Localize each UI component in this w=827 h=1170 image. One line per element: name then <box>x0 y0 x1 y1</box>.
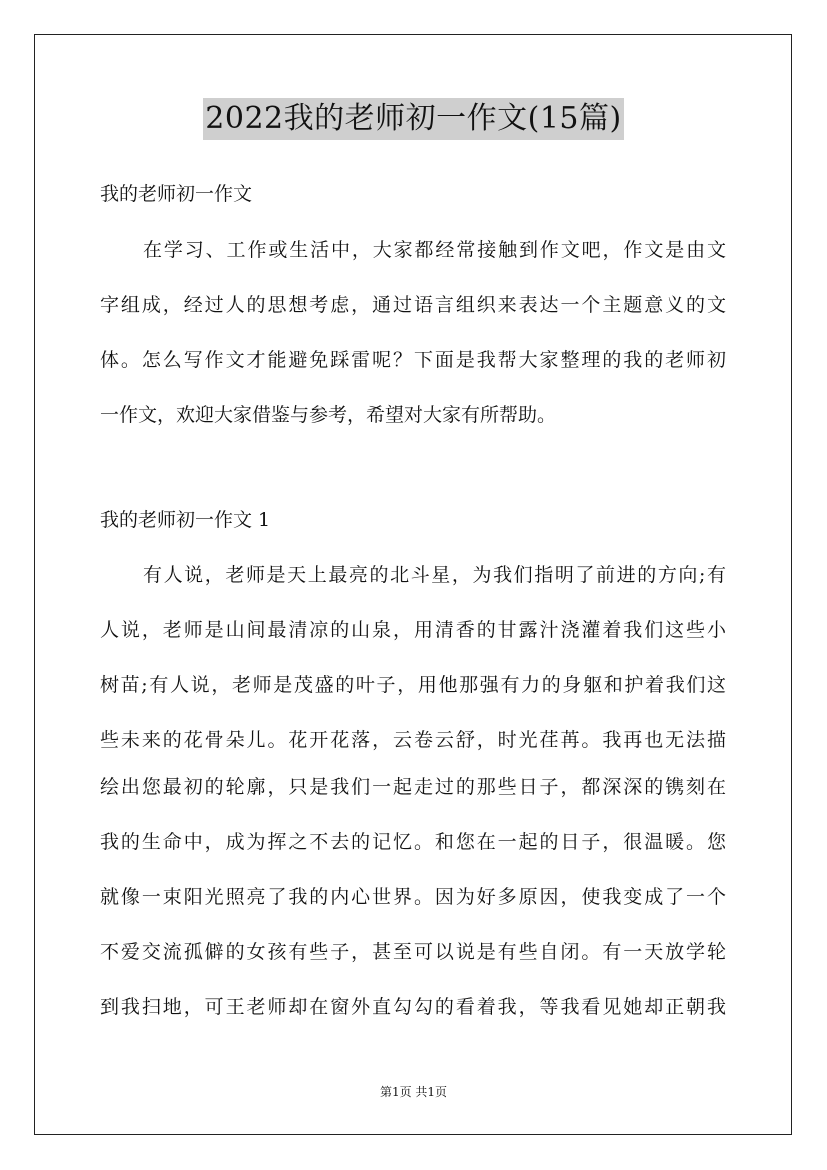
title-container <box>0 98 827 140</box>
essay-line: 到我扫地，可王老师却在窗外直勾勾的看着我，等我看见她却正朝我 <box>100 996 726 1018</box>
essay-line: 就像一束阳光照亮了我的内心世界。因为好多原因，使我变成了一个 <box>100 886 726 908</box>
document-title: 2022我的老师初一作文(15篇) <box>203 98 623 140</box>
intro-line: 在学习、工作或生活中，大家都经常接触到作文吧，作文是由文 <box>143 239 726 261</box>
section-heading: 我的老师初一作文 <box>100 183 253 205</box>
essay-line: 绘出您最初的轮廓，只是我们一起走过的那些日子，都深深的镌刻在 <box>100 776 726 798</box>
essay-heading: 我的老师初一作文 1 <box>100 509 271 531</box>
intro-line: 字组成，经过人的思想考虑，通过语言组织来表达一个主题意义的文 <box>100 294 726 316</box>
essay-line: 树苗;有人说，老师是茂盛的叶子，用他那强有力的身躯和护着我们这 <box>100 674 726 696</box>
intro-line: 一作文，欢迎大家借鉴与参考，希望对大家有所帮助。 <box>100 404 557 426</box>
page-footer: 第1页 共1页 <box>379 1085 448 1099</box>
essay-line: 些未来的花骨朵儿。花开花落，云卷云舒，时光荏苒。我再也无法描 <box>100 729 726 751</box>
essay-line: 不爱交流孤僻的女孩有些子，甚至可以说是有些自闭。有一天放学轮 <box>100 941 726 963</box>
essay-line: 人说，老师是山间最清凉的山泉，用清香的甘露汁浇灌着我们这些小 <box>100 619 726 641</box>
essay-line: 我的生命中，成为挥之不去的记忆。和您在一起的日子，很温暖。您 <box>100 831 726 853</box>
intro-line: 体。怎么写作文才能避免踩雷呢？下面是我帮大家整理的我的老师初 <box>100 349 726 371</box>
essay-line: 有人说，老师是天上最亮的北斗星，为我们指明了前进的方向;有 <box>143 564 726 586</box>
